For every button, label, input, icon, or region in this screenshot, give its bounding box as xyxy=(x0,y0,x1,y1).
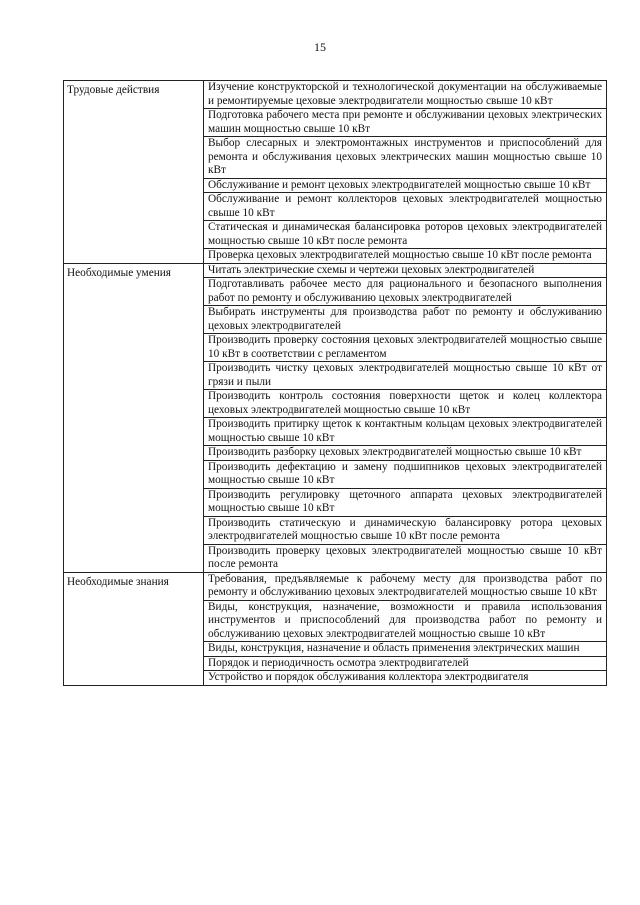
section-label: Необходимые знания xyxy=(64,572,204,685)
list-item: Устройство и порядок обслуживания коллектора электродвигателя xyxy=(208,671,529,683)
list-item: Производить проверку состояния цеховых электродвигателей мощностью свыше 10 кВт в соответствии с регламентом xyxy=(204,334,606,362)
requirements-table xyxy=(63,80,607,686)
list-item: Обслуживание и ремонт коллекторов цеховых электродвигателей мощностью свыше 10 кВт xyxy=(204,193,606,221)
list-item: Производить дефектацию и замену подшипников цеховых электродвигателей мощностью свыше 10 кВт xyxy=(204,461,606,489)
list-item: Подготавливать рабочее место для рационального и безопасного выполнения работ по ремонту и обслуживанию цеховых электродвигателей xyxy=(204,278,606,306)
section-label: Трудовые действия xyxy=(64,81,204,264)
list-item: Производить статическую и динамическую балансировку ротора цеховых электродвигателей мощностью свыше 10 кВт после ремонта xyxy=(204,517,606,545)
section-labor-actions xyxy=(64,81,607,264)
list-item: Изучение конструкторской и технологической документации на обслуживаемые и ремонтируемые цеховые электродвигатели мощностью свыше 10 кВт xyxy=(204,81,606,109)
section-items xyxy=(204,572,607,685)
list-item: Производить разборку цеховых электродвигателей мощностью свыше 10 кВт xyxy=(204,446,606,461)
list-item: Производить притирку щеток к контактным кольцам цеховых электродвигателей мощностью свыше 10 кВт xyxy=(204,418,606,446)
list-item: Выбирать инструменты для производства работ по ремонту и обслуживанию цеховых электродвигателей xyxy=(204,306,606,334)
section-required-skills xyxy=(64,263,607,572)
list-item: Виды, конструкция, назначение и область применения электрических машин xyxy=(204,642,606,657)
list-item: Виды, конструкция, назначение, возможности и правила использования инструментов и приспособлений для производства работ по ремонту и обслуживанию цеховых электродвигателей мощностью свыше 10 кВт xyxy=(204,601,606,643)
page-number: 15 xyxy=(314,40,326,54)
list-item: Обслуживание и ремонт цеховых электродвигателей мощностью свыше 10 кВт xyxy=(204,179,606,194)
list-item: Проверка цеховых электродвигателей мощностью свыше 10 кВт после ремонта xyxy=(208,249,592,261)
list-item: Требования, предъявляемые к рабочему месту для производства работ по ремонту и обслуживанию цеховых электродвигателей мощностью свыше 10 кВт xyxy=(204,573,606,601)
section-required-knowledge xyxy=(64,572,607,685)
list-item: Производить проверку цеховых электродвигателей мощностью свыше 10 кВт после ремонта xyxy=(208,544,602,570)
list-item: Выбор слесарных и электромонтажных инструментов и приспособлений для ремонта и обслуживания цеховых электрических машин мощностью свыше 10 кВт xyxy=(204,137,606,179)
list-item: Производить контроль состояния поверхности щеток и колец коллектора цеховых электродвигателей мощностью свыше 10 кВт xyxy=(204,390,606,418)
list-item: Читать электрические схемы и чертежи цеховых электродвигателей xyxy=(204,264,606,279)
list-item: Производить регулировку щеточного аппарата цеховых электродвигателей мощностью свыше 10 кВт xyxy=(204,489,606,517)
section-items xyxy=(204,81,607,264)
list-item: Производить чистку цеховых электродвигателей мощностью свыше 10 кВт от грязи и пыли xyxy=(204,362,606,390)
section-label: Необходимые умения xyxy=(64,263,204,572)
list-item: Подготовка рабочего места при ремонте и обслуживании цеховых электрических машин мощностью свыше 10 кВт xyxy=(204,109,606,137)
list-item: Статическая и динамическая балансировка роторов цеховых электродвигателей мощностью свыше 10 кВт после ремонта xyxy=(204,221,606,249)
section-items xyxy=(204,263,607,572)
list-item: Порядок и периодичность осмотра электродвигателей xyxy=(204,657,606,672)
